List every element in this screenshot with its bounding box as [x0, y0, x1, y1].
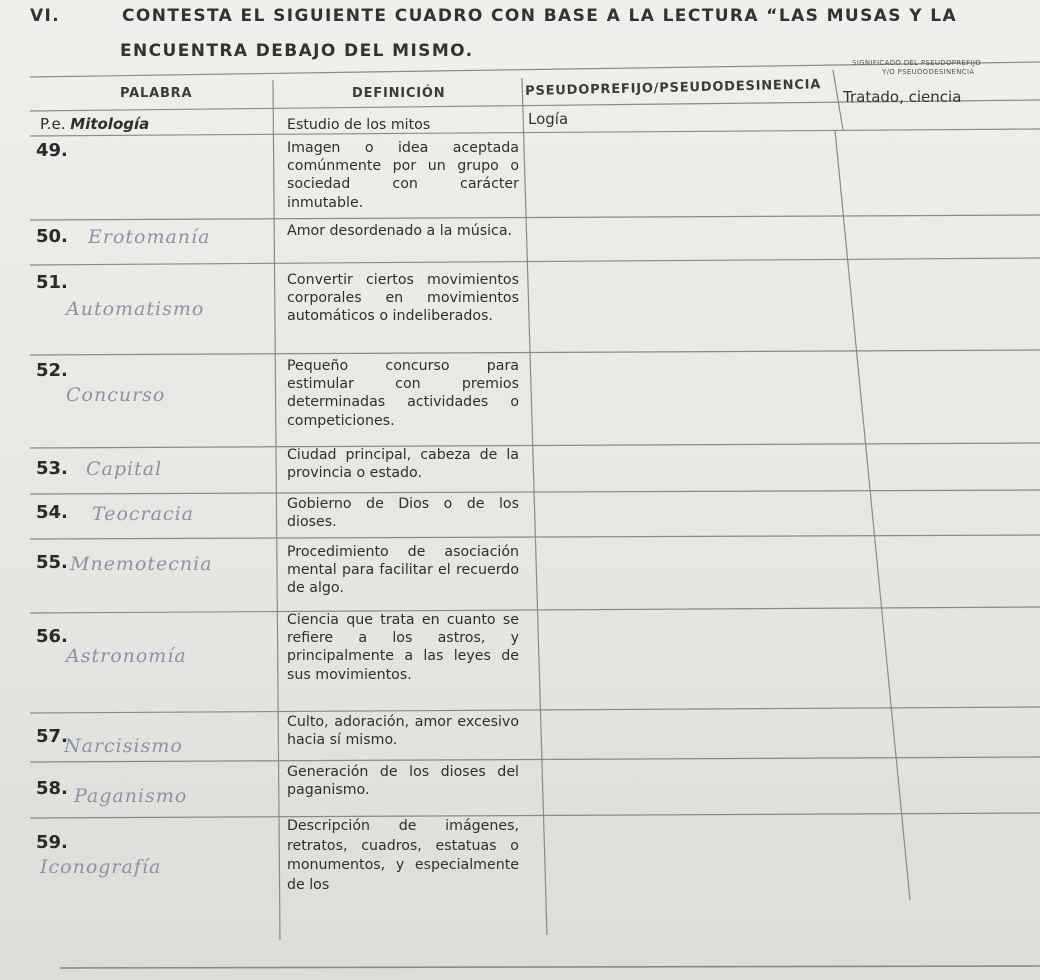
- row-50-definition: Amor desordenado a la música.: [287, 223, 513, 239]
- column-header-significado: SIGNIFICADO DEL PSEUDOPREFIJO: [852, 59, 982, 67]
- row-54-answer: Teocracia: [92, 503, 194, 525]
- column-header-pseudo: PSEUDOPREFIJO/PSEUDODESINENCIA: [525, 77, 822, 99]
- row-53-answer: Capital: [86, 458, 163, 480]
- row-54-definition: Gobierno de Dios o de los dioses.: [287, 496, 519, 531]
- row-55-definition: Procedimiento de asociación mental para facilitar el recuerdo de algo.: [287, 544, 519, 597]
- example-word-cell: [40, 115, 149, 133]
- row-51-definition: Convertir ciertos movimientos corporales en movimientos automáticos o indeliberados.: [287, 272, 519, 325]
- row-58-definition: Generación de los dioses del paganismo.: [287, 764, 519, 799]
- row-59-number: 59.: [36, 832, 68, 853]
- row-57-definition: Culto, adoración, amor excesivo hacia sí mismo.: [287, 714, 519, 749]
- example-definition: Estudio de los mitos: [287, 117, 431, 133]
- row-56-definition: Ciencia que trata en cuanto se refiere a los astros, y principalmente a las leyes de sus movimientos.: [287, 612, 519, 683]
- row-55-number: 55.: [36, 552, 68, 573]
- row-58-number: 58.: [36, 778, 68, 799]
- row-59-answer: Iconografía: [40, 856, 162, 878]
- row-53-number: 53.: [36, 458, 68, 479]
- row-57-answer: Narcisismo: [64, 735, 183, 757]
- row-50-answer: Erotomanía: [88, 226, 211, 248]
- example-word: Mitología: [70, 115, 150, 133]
- row-52-definition: Pequeño concurso para estimular con premios determinadas actividades o competiciones.: [287, 358, 519, 429]
- example-pseudo: Logía: [528, 110, 569, 128]
- instruction-line-1: CONTESTA EL SIGUIENTE CUADRO CON BASE A LA LECTURA “LAS MUSAS Y LA: [122, 6, 958, 26]
- column-header-palabra: PALABRA: [120, 86, 193, 101]
- row-51-answer: Automatismo: [66, 298, 205, 320]
- row-52-number: 52.: [36, 360, 68, 381]
- row-54-number: 54.: [36, 502, 68, 523]
- column-header-definicion: DEFINICIÓN: [352, 86, 446, 101]
- row-57-number: 57.: [36, 726, 68, 747]
- row-58-answer: Paganismo: [74, 785, 188, 807]
- row-50-number: 50.: [36, 226, 68, 247]
- instruction-line-2: ENCUENTRA DEBAJO DEL MISMO.: [120, 41, 474, 61]
- example-meaning: Tratado, ciencia: [843, 88, 962, 106]
- row-51-number: 51.: [36, 272, 68, 293]
- row-56-number: 56.: [36, 626, 68, 647]
- example-label: P.e.: [40, 115, 66, 133]
- column-header-significado-2: Y/O PSEUDODESINENCIA: [882, 68, 975, 76]
- row-52-answer: Concurso: [66, 384, 166, 406]
- row-59-definition: Descripción de imágenes, retratos, cuadros, estatuas o monumentos, y especialmente de los: [287, 818, 519, 893]
- row-49-definition: Imagen o idea aceptada comúnmente por un grupo o sociedad con carácter inmutable.: [287, 140, 519, 211]
- section-number: VI.: [30, 6, 61, 26]
- row-49-number: 49.: [36, 140, 68, 161]
- row-55-answer: Mnemotecnia: [70, 553, 213, 575]
- row-53-definition: Ciudad principal, cabeza de la provincia o estado.: [287, 447, 519, 482]
- row-56-answer: Astronomía: [66, 645, 187, 667]
